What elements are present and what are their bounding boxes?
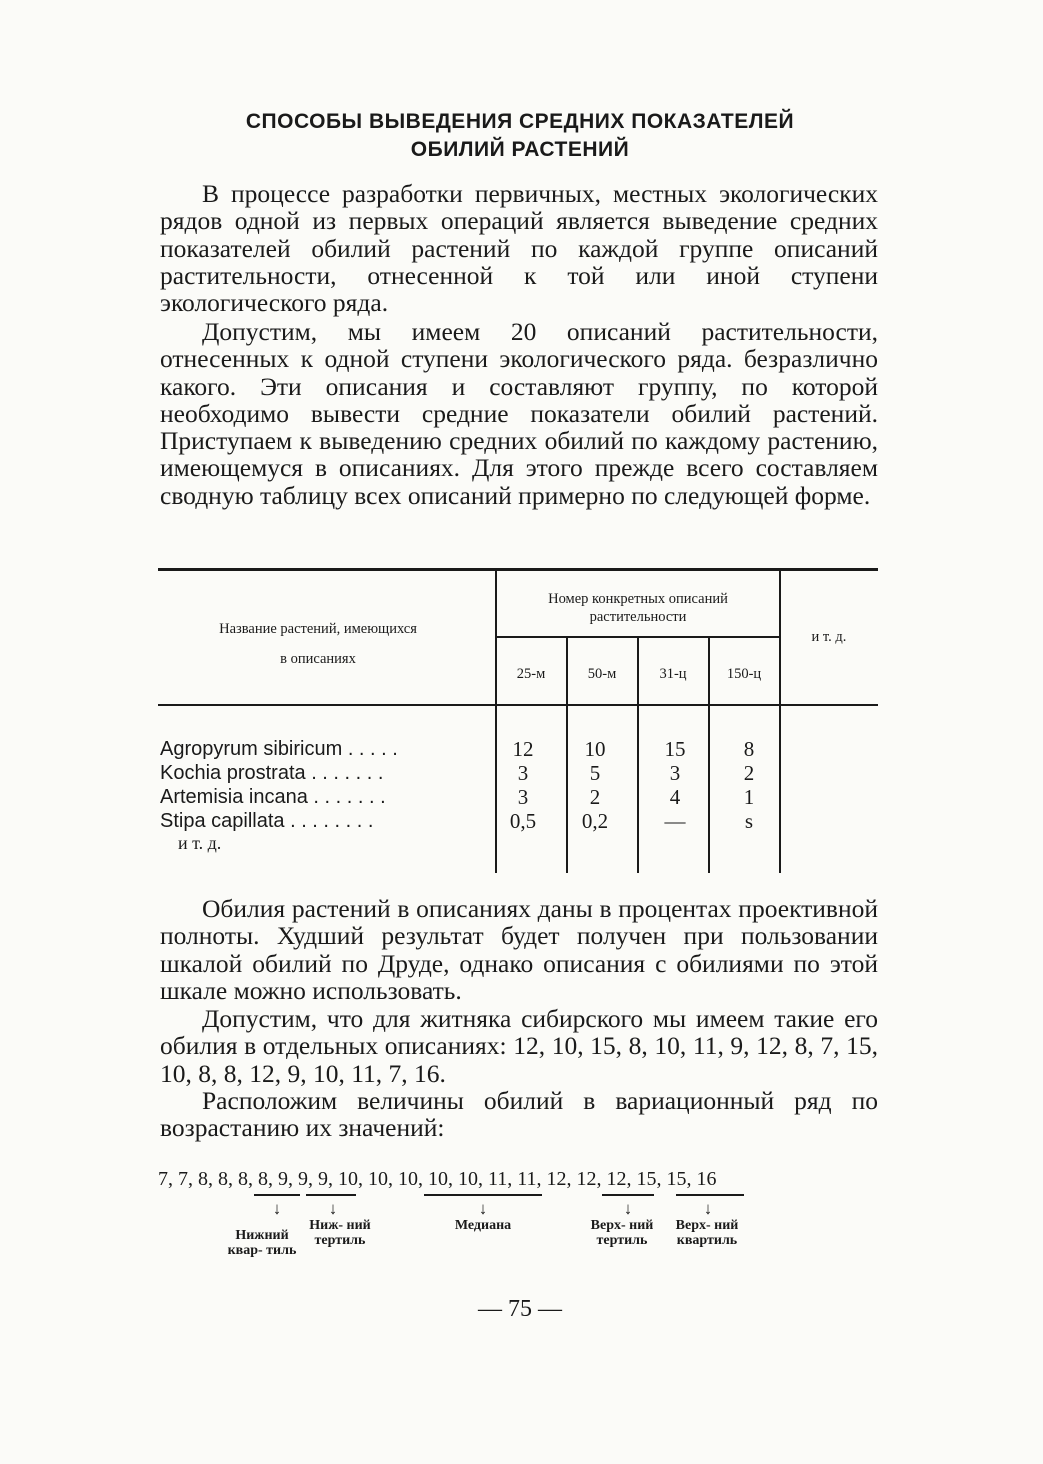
table-cell: 0,5	[509, 809, 537, 833]
label-lower-quartile: Нижний квар- тиль	[227, 1228, 297, 1258]
table-cell: 10	[584, 737, 606, 761]
paragraph-wheatgrass: Допустим, что для житняка сибирского мы имеем такие его обилия в отдельных описаниях: 12, 10, 15, 8, 10, 11, 9, 12, 8, 7, 15, 10, 8, 8, 12, 9, 10, 11, 7, 16.	[160, 1004, 878, 1088]
paragraph-assumption: Допустим, мы имеем 20 описаний растительности, отнесенных к одной ступени экологического ряда. безразлично какого. Эти описания и составляют группу, по которой необходимо вывести средние показатели обилий растений. Приступаем к выведению средних обилий по каждому растению, имеющемуся в описаниях. Для этого прежде всего составляем сводную таблицу всех описаний примерно по следующей форме.	[160, 317, 878, 510]
plant-name: Agropyrum sibiricum . . . . .	[160, 738, 398, 760]
table-cell: 12	[512, 737, 534, 761]
section-title	[160, 108, 880, 164]
label-median: Медиана	[454, 1218, 512, 1233]
table-cell: 1	[743, 785, 755, 809]
table-cell: 3	[517, 761, 529, 785]
plant-name: Stipa capillata . . . . . . . .	[160, 810, 374, 832]
table-cell: 2	[743, 761, 755, 785]
arrow-down-icon: ↓	[478, 1199, 488, 1218]
plant-name-etc: и т. д.	[178, 833, 222, 853]
table-cell: s	[744, 809, 754, 833]
paragraph-variation: Расположим величины обилий в вариационный ряд по возрастанию их значений:	[160, 1086, 878, 1143]
section-title-line-2: ОБИЛИЙ РАСТЕНИЙ	[410, 138, 630, 161]
arrow-down-icon: ↓	[328, 1199, 338, 1218]
arrow-down-icon: ↓	[272, 1199, 282, 1218]
table-cell: 4	[669, 785, 681, 809]
arrow-down-icon: ↓	[703, 1199, 713, 1218]
table-cell: 5	[589, 761, 601, 785]
arrow-down-icon: ↓	[623, 1199, 633, 1218]
label-upper-quartile: Верх- ний квартиль	[675, 1218, 739, 1248]
label-lower-tertile: Ниж- ний тертиль	[309, 1218, 371, 1248]
paragraph-abundance: Обилия растений в описаниях даны в процентах проективной полноты. Худший результат будет получен при пользовании шкалой обилий по Друде, однако описания с обилиями по этой шкале можно использовать.	[160, 894, 878, 1005]
header-plant-name-line2: в описаниях	[280, 651, 356, 667]
table-cell: 8	[743, 737, 755, 761]
table-cell: 3	[669, 761, 681, 785]
header-description-numbers: Номер конкретных описаний растительности	[548, 591, 728, 625]
table-cell: 3	[517, 785, 529, 809]
table-cell: —	[664, 809, 686, 833]
label-upper-tertile: Верх- ний тертиль	[590, 1218, 654, 1248]
table-cell: 2	[589, 785, 601, 809]
variation-series: 7, 7, 8, 8, 8, 8, 9, 9, 9, 10, 10, 10, 10, 10, 11, 11, 12, 12, 12, 15, 15, 16	[158, 1168, 717, 1190]
header-plant-name-line1: Название растений, имеющихся	[219, 621, 417, 637]
table-cell: 15	[664, 737, 686, 761]
table-cell: 0,2	[581, 809, 609, 833]
section-title-line-1: СПОСОБЫ ВЫВЕДЕНИЯ СРЕДНИХ ПОКАЗАТЕЛЕЙ	[245, 110, 795, 133]
plant-name: Artemisia incana . . . . . . .	[160, 786, 386, 808]
column-header: 50-м	[587, 666, 617, 682]
column-header: 150-ц	[726, 666, 762, 682]
column-header: 31-ц	[659, 666, 687, 682]
summary-table	[158, 568, 878, 873]
column-header: 25-м	[516, 666, 546, 682]
page-number: — 75 —	[478, 1296, 562, 1322]
plant-name: Kochia prostrata . . . . . . .	[160, 762, 384, 784]
header-etc: и т. д.	[811, 629, 847, 645]
paragraph-intro: В процессе разработки первичных, местных экологических рядов одной из первых операций является выведение средних показателей обилий растений по каждой группе описаний растительности, отнесенной к той или иной ступени экологического ряда.	[160, 179, 878, 318]
